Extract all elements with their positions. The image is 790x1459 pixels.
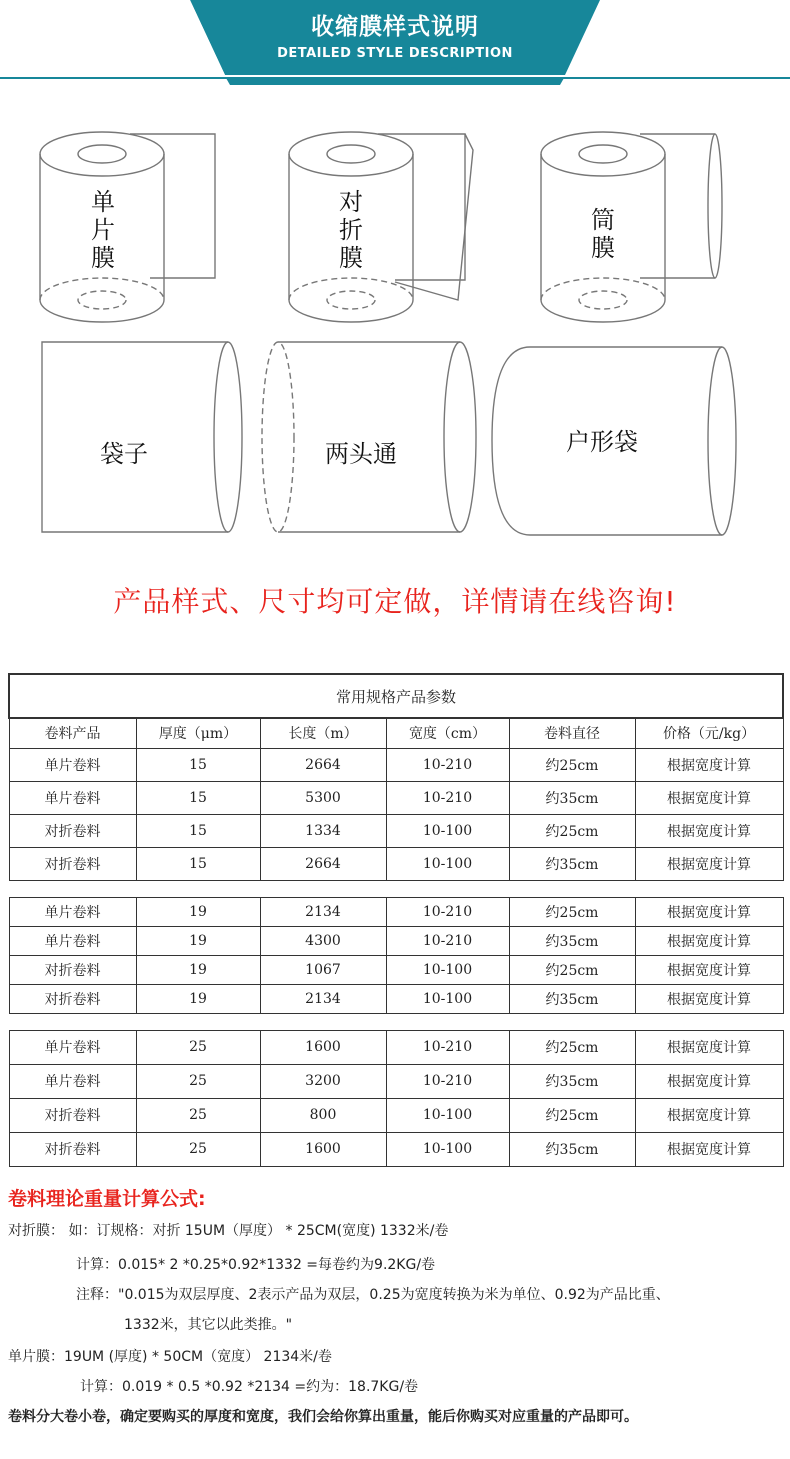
open-tube-shape <box>262 342 476 532</box>
table-row <box>9 1098 783 1132</box>
table-cell: 4300 <box>260 926 386 955</box>
table-cell: 10-100 <box>386 1098 509 1132</box>
table-cell: 根据宽度计算 <box>635 897 783 926</box>
header-cell: 厚度（μm） <box>136 718 260 748</box>
table-cell: 19 <box>136 926 260 955</box>
table-cell: 15 <box>136 814 260 847</box>
style-label-folded-3: 膜 <box>339 244 363 272</box>
banner-title: 收缩膜样式说明 <box>311 14 479 40</box>
table-cell: 约35cm <box>509 1132 635 1166</box>
style-label-bag: 袋子 <box>100 440 148 468</box>
table-cell: 根据宽度计算 <box>635 926 783 955</box>
style-label-household-bag: 户形袋 <box>566 428 638 456</box>
table-cell: 10-210 <box>386 781 509 814</box>
table-cell: 根据宽度计算 <box>635 955 783 984</box>
table-cell: 800 <box>260 1098 386 1132</box>
style-label-tube-2: 膜 <box>591 234 615 262</box>
table-row <box>9 748 783 781</box>
table-title: 常用规格产品参数 <box>9 674 783 718</box>
single-sheet-roll <box>40 132 215 322</box>
fold-example: 对折膜： 如：订规格：对折 15UM（厚度） * 25CM(宽度) 1332米/卷 <box>8 1223 449 1239</box>
table-cell: 2664 <box>260 748 386 781</box>
fold-note-line-1: 注释："0.015为双层厚度、2表示产品为双层，0.25为宽度转换为米为单位、0.92为产品比重、 <box>76 1287 670 1303</box>
table-cell: 根据宽度计算 <box>635 1098 783 1132</box>
table-cell: 25 <box>136 1064 260 1098</box>
table-cell: 根据宽度计算 <box>635 984 783 1013</box>
table-cell: 约35cm <box>509 781 635 814</box>
table-cell: 约35cm <box>509 1064 635 1098</box>
table-cell: 约35cm <box>509 984 635 1013</box>
single-calc: 计算：0.019 * 0.5 *0.92 *2134 =约为：18.7KG/卷 <box>80 1379 419 1395</box>
table-row <box>9 984 783 1013</box>
style-diagram <box>0 110 790 550</box>
table-cell: 15 <box>136 748 260 781</box>
group-spacer-cell <box>9 1013 783 1030</box>
table-cell: 约25cm <box>509 814 635 847</box>
table-cell: 1067 <box>260 955 386 984</box>
table-cell: 10-210 <box>386 748 509 781</box>
header-cell: 卷料直径 <box>509 718 635 748</box>
table-cell: 根据宽度计算 <box>635 847 783 880</box>
table-cell: 1334 <box>260 814 386 847</box>
table-cell: 1600 <box>260 1132 386 1166</box>
table-cell: 约35cm <box>509 847 635 880</box>
table-cell: 2134 <box>260 984 386 1013</box>
table-cell: 1600 <box>260 1030 386 1064</box>
style-label-single-1: 单 <box>91 188 115 216</box>
table-cell: 约25cm <box>509 897 635 926</box>
single-example: 单片膜：19UM (厚度) * 50CM（宽度） 2134米/卷 <box>8 1349 332 1365</box>
style-label-single-3: 膜 <box>91 244 115 272</box>
formula-heading: 卷料理论重量计算公式: <box>8 1188 206 1210</box>
table-cell: 25 <box>136 1098 260 1132</box>
group-spacer <box>9 880 783 897</box>
table-cell: 5300 <box>260 781 386 814</box>
group-spacer <box>9 1013 783 1030</box>
style-label-folded-1: 对 <box>339 188 363 216</box>
table-row <box>9 926 783 955</box>
table-cell: 根据宽度计算 <box>635 748 783 781</box>
header-cell: 长度（m） <box>260 718 386 748</box>
table-cell: 约25cm <box>509 1030 635 1064</box>
table-row <box>9 955 783 984</box>
table-cell: 2134 <box>260 897 386 926</box>
table-cell: 10-100 <box>386 955 509 984</box>
table-cell: 10-210 <box>386 926 509 955</box>
table-cell: 根据宽度计算 <box>635 1030 783 1064</box>
table-cell: 10-210 <box>386 1064 509 1098</box>
table-cell: 10-210 <box>386 1030 509 1064</box>
fold-note-line-2: 1332米，其它以此类推。" <box>124 1317 293 1333</box>
table-cell: 约25cm <box>509 955 635 984</box>
header-banner <box>0 0 790 85</box>
table-header-row <box>9 718 783 748</box>
table-cell: 2664 <box>260 847 386 880</box>
folded-film-roll <box>289 132 473 322</box>
table-cell: 19 <box>136 897 260 926</box>
table-cell: 根据宽度计算 <box>635 781 783 814</box>
table-cell: 单片卷料 <box>9 1064 136 1098</box>
style-label-open-tube: 两头通 <box>325 440 397 468</box>
table-cell: 19 <box>136 955 260 984</box>
table-cell: 10-210 <box>386 897 509 926</box>
table-cell: 单片卷料 <box>9 748 136 781</box>
custom-order-slogan: 产品样式、尺寸均可定做，详情请在线咨询! <box>113 585 677 618</box>
table-cell: 单片卷料 <box>9 781 136 814</box>
formula-footer: 卷料分大卷小卷，确定要购买的厚度和宽度，我们会给你算出重量，能后你购买对应重量的产品即可。 <box>8 1409 638 1425</box>
table-row <box>9 1064 783 1098</box>
table-cell: 根据宽度计算 <box>635 1064 783 1098</box>
header-cell: 卷料产品 <box>9 718 136 748</box>
table-cell: 10-100 <box>386 984 509 1013</box>
table-cell: 对折卷料 <box>9 1098 136 1132</box>
table-cell: 10-100 <box>386 814 509 847</box>
table-row <box>9 781 783 814</box>
table-cell: 对折卷料 <box>9 847 136 880</box>
table-cell: 10-100 <box>386 1132 509 1166</box>
style-label-folded-2: 折 <box>339 216 363 244</box>
table-row <box>9 1132 783 1166</box>
banner-subtitle: DETAILED STYLE DESCRIPTION <box>277 46 513 61</box>
table-row <box>9 847 783 880</box>
style-label-tube-1: 筒 <box>591 206 615 234</box>
table-cell: 约25cm <box>509 1098 635 1132</box>
tube-film-roll <box>541 132 722 322</box>
group-spacer-cell <box>9 880 783 897</box>
table-cell: 单片卷料 <box>9 1030 136 1064</box>
table-row <box>9 814 783 847</box>
table-cell: 对折卷料 <box>9 1132 136 1166</box>
table-cell: 根据宽度计算 <box>635 1132 783 1166</box>
bag-shape <box>42 342 242 532</box>
table-cell: 15 <box>136 781 260 814</box>
table-cell: 25 <box>136 1132 260 1166</box>
table-cell: 约25cm <box>509 748 635 781</box>
header-cell: 价格（元/kg） <box>635 718 783 748</box>
table-cell: 10-100 <box>386 847 509 880</box>
table-row <box>9 897 783 926</box>
table-cell: 根据宽度计算 <box>635 814 783 847</box>
table-cell: 对折卷料 <box>9 814 136 847</box>
table-cell: 约35cm <box>509 926 635 955</box>
table-row <box>9 1030 783 1064</box>
table-cell: 15 <box>136 847 260 880</box>
table-cell: 19 <box>136 984 260 1013</box>
header-cell: 宽度（cm） <box>386 718 509 748</box>
table-cell: 单片卷料 <box>9 926 136 955</box>
table-cell: 对折卷料 <box>9 955 136 984</box>
spec-table <box>8 673 784 1167</box>
table-cell: 25 <box>136 1030 260 1064</box>
style-label-single-2: 片 <box>91 216 115 244</box>
table-cell: 对折卷料 <box>9 984 136 1013</box>
fold-calc: 计算：0.015* 2 *0.25*0.92*1332 =每卷约为9.2KG/卷 <box>76 1257 436 1273</box>
table-cell: 单片卷料 <box>9 897 136 926</box>
table-cell: 3200 <box>260 1064 386 1098</box>
